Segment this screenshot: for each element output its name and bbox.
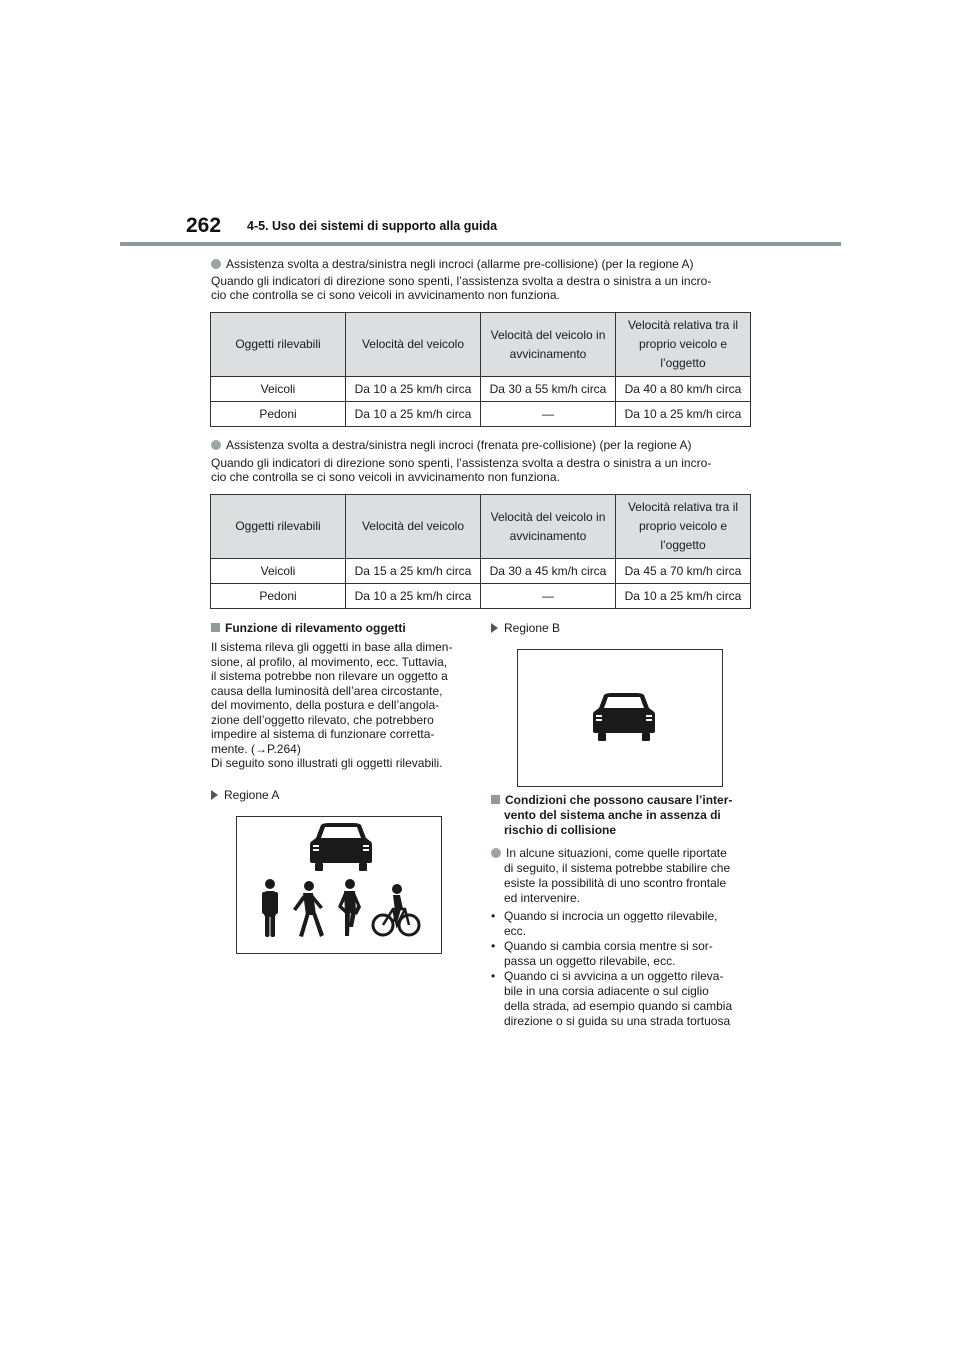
figure-region-a [236, 816, 442, 954]
pedestrian-walking-icon [293, 881, 324, 937]
table-header-cell: Oggetti rilevabili [211, 495, 346, 559]
table-row [211, 402, 751, 427]
table-header-cell: Velocità del veicolo in avvicinamento [481, 495, 616, 559]
paragraph-line: del movimento, della postura e dell’angola- [211, 698, 440, 712]
section2-body-line1: Quando gli indicatori di direzione sono spenti, l’assistenza svolta a destra o sinistra a un incro- [211, 456, 712, 470]
table-cell: Da 10 a 25 km/h circa [346, 584, 481, 609]
bullet-icon [211, 259, 221, 269]
square-bullet-icon [491, 795, 500, 804]
right-bullet-paragraph [491, 846, 756, 906]
bullet-icon [491, 848, 501, 858]
table-cell: Pedoni [211, 584, 346, 609]
list-item: • Quando ci si avvicina a un oggetto rileva- bile in una corsia adiacente o sul ciglio della strada, ad esempio quando si cambia direzione o si guida su una strada tortuosa [491, 969, 756, 1029]
table-cell: Veicoli [211, 377, 346, 402]
car-icon [593, 693, 655, 741]
table-cell: Da 45 a 70 km/h circa [616, 559, 751, 584]
table-cell: — [481, 402, 616, 427]
paragraph-line: Il sistema rileva gli oggetti in base alla dimen- [211, 640, 453, 654]
list-line: Quando si cambia corsia mentre si sor- [504, 939, 713, 953]
left-paragraph [211, 640, 476, 771]
section1-body-line2: cio che controlla se ci sono veicoli in avvicinamento non funziona. [211, 288, 560, 302]
table-header-cell: Velocità relativa tra il proprio veicolo e l’oggetto [616, 313, 751, 377]
triangle-bullet-icon [211, 790, 218, 800]
list-line: della strada, ad esempio quando si cambia [504, 999, 733, 1013]
figure-region-b-drawing [518, 650, 722, 786]
triangle-bullet-icon [491, 623, 498, 633]
section1-heading-text: Assistenza svolta a destra/sinistra negli incroci (allarme pre-collisione) (per la regione A) [226, 257, 694, 271]
paragraph-line: di seguito, il sistema potrebbe stabilire che [504, 861, 731, 875]
paragraph-line: il sistema potrebbe non rilevare un oggetto a [211, 669, 448, 683]
section2-body-line2: cio che controlla se ci sono veicoli in avvicinamento non funziona. [211, 470, 560, 484]
table-row [211, 584, 751, 609]
region-a-label [211, 788, 279, 802]
figure-region-a-drawing [237, 817, 441, 953]
table-cell: Da 10 a 25 km/h circa [616, 402, 751, 427]
figure-region-b [517, 649, 723, 787]
section2-heading [211, 438, 771, 452]
table-row [211, 377, 751, 402]
section2-table [210, 494, 751, 609]
region-b-label [491, 621, 560, 635]
table-cell: Da 10 a 25 km/h circa [346, 402, 481, 427]
section1-body-line1: Quando gli indicatori di direzione sono spenti, l’assistenza svolta a destra o sinistra a un incro- [211, 274, 712, 288]
table-cell: Da 40 a 80 km/h circa [616, 377, 751, 402]
pedestrian-standing-icon [262, 879, 278, 937]
list-line: bile in una corsia adiacente o sul ciglio [504, 984, 709, 998]
right-heading [491, 793, 756, 838]
table-header-cell: Velocità del veicolo [346, 495, 481, 559]
header-rule [120, 242, 841, 246]
paragraph-line: sione, al profilo, al movimento, ecc. Tuttavia, [211, 654, 448, 669]
table-cell: Da 15 a 25 km/h circa [346, 559, 481, 584]
list-line: Quando ci si avvicina a un oggetto rileva- [504, 969, 724, 983]
section-title: 4-5. Uso dei sistemi di supporto alla guida [247, 219, 498, 233]
table-cell: Pedoni [211, 402, 346, 427]
paragraph-line: In alcune situazioni, come quelle riportate [506, 846, 727, 860]
bullet-icon [211, 440, 221, 450]
section1-table [210, 312, 751, 427]
page-number: 262 [186, 214, 222, 237]
paragraph-line: mente. (→P.264) [211, 741, 301, 756]
table-cell: Da 30 a 55 km/h circa [481, 377, 616, 402]
paragraph-line: zione dell’oggetto rilevato, che potrebbero [211, 712, 434, 727]
region-b-label-text: Regione B [504, 621, 561, 635]
table-cell: Da 10 a 25 km/h circa [616, 584, 751, 609]
table-header-cell: Velocità relativa tra il proprio veicolo e l’oggetto [616, 495, 751, 559]
list-line: Quando si incrocia un oggetto rilevabile, [504, 909, 718, 923]
right-list [491, 909, 756, 1029]
paragraph-line: causa della luminosità dell’area circostante, [211, 683, 443, 698]
square-bullet-icon [211, 623, 220, 632]
list-item: • Quando si cambia corsia mentre si sor- passa un oggetto rilevabile, ecc. [491, 939, 756, 969]
pedestrian-bending-icon [338, 879, 361, 936]
table-header-cell: Velocità del veicolo in avvicinamento [481, 313, 616, 377]
table-header-cell: Velocità del veicolo [346, 313, 481, 377]
table-header-row [211, 313, 751, 377]
table-header-cell: Oggetti rilevabili [211, 313, 346, 377]
paragraph-line: ed intervenire. [504, 891, 581, 905]
right-heading-line: Condizioni che possono causare l’inter- [505, 793, 733, 807]
table-header-row [211, 495, 751, 559]
list-line: ecc. [504, 924, 527, 938]
table-row [211, 559, 751, 584]
list-line: passa un oggetto rilevabile, ecc. [504, 954, 676, 968]
list-line: direzione o si guida su una strada tortuosa [504, 1014, 731, 1028]
cyclist-icon [373, 884, 419, 935]
right-heading-line: rischio di collisione [504, 823, 617, 837]
section2-body [211, 456, 771, 484]
table-cell: — [481, 584, 616, 609]
section2-heading-text: Assistenza svolta a destra/sinistra negli incroci (frenata pre-collisione) (per la regione A) [226, 438, 692, 452]
car-icon [310, 823, 372, 871]
left-heading [211, 621, 471, 635]
paragraph-line: Di seguito sono illustrati gli oggetti rilevabili. [211, 756, 443, 770]
list-item: • Quando si incrocia un oggetto rilevabile, ecc. [491, 909, 756, 939]
table-cell: Da 10 a 25 km/h circa [346, 377, 481, 402]
paragraph-line: impedire al sistema di funzionare corretta- [211, 727, 435, 741]
region-a-label-text: Regione A [224, 788, 280, 802]
section1-body [211, 274, 771, 302]
paragraph-line: esiste la possibilità di uno scontro frontale [504, 876, 727, 890]
table-cell: Veicoli [211, 559, 346, 584]
left-heading-text: Funzione di rilevamento oggetti [225, 621, 406, 635]
table-cell: Da 30 a 45 km/h circa [481, 559, 616, 584]
section1-heading [211, 257, 771, 271]
right-heading-line: vento del sistema anche in assenza di [504, 808, 721, 822]
